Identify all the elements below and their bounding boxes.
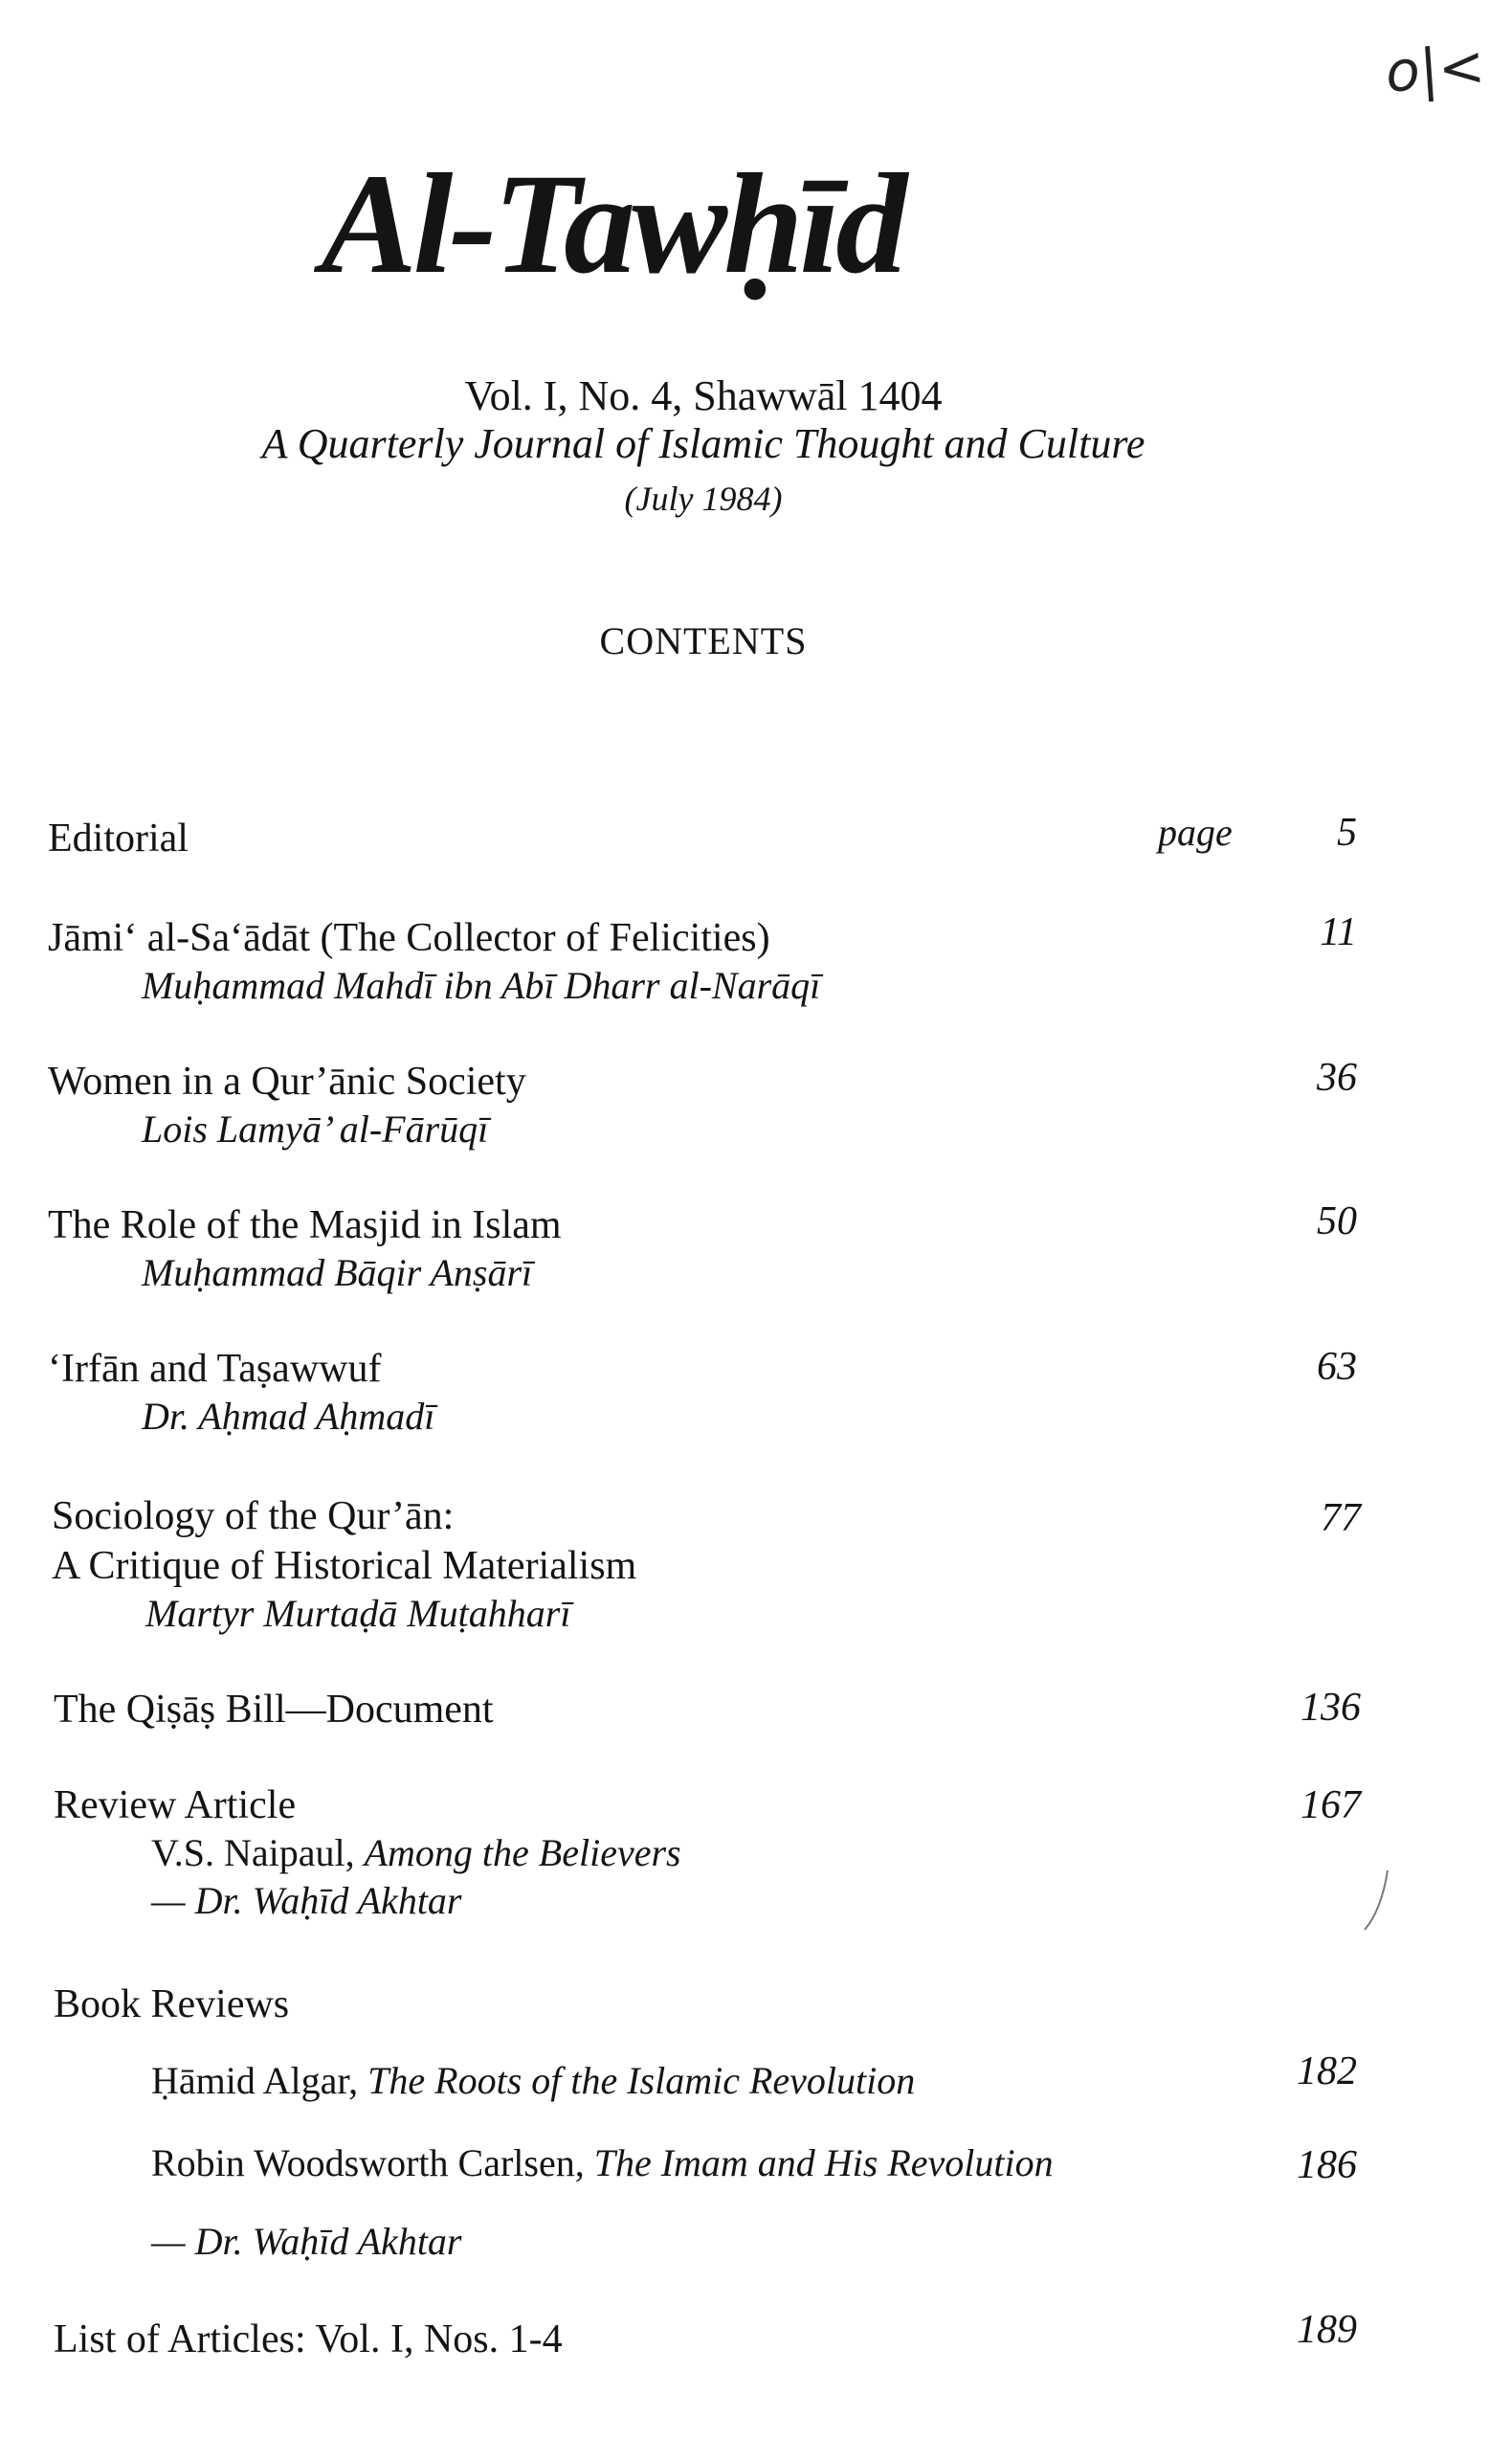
- toc-page-number: 36: [1317, 1056, 1357, 1100]
- reviewed-book: [151, 1830, 681, 1875]
- reviewer: — Dr. Waḥīd Akhtar: [151, 1879, 462, 1922]
- toc-title: Sociology of the Qur’ān:: [52, 1494, 455, 1538]
- journal-title: Al-Tawḥīd: [321, 145, 904, 303]
- toc-title-continued: A Critique of Historical Materialism: [52, 1544, 637, 1588]
- toc-author: Muḥammad Mahdī ibn Abī Dharr al-Narāqī: [142, 964, 821, 1007]
- book-title: The Imam and His Revolution: [593, 2141, 1054, 2184]
- reviewed-book: [151, 2058, 915, 2103]
- toc-page-number: 182: [1297, 2049, 1357, 2093]
- toc-page-number: 136: [1301, 1686, 1361, 1730]
- reviewed-book: [151, 2140, 1054, 2185]
- toc-page-number: 77: [1321, 1496, 1361, 1540]
- toc-author: Dr. Aḥmad Aḥmadī: [142, 1395, 435, 1438]
- handwritten-corner-note: o|<: [1383, 33, 1487, 105]
- page-label: page: [1158, 811, 1233, 854]
- contents-heading: CONTENTS: [599, 619, 808, 662]
- reviewer: — Dr. Waḥīd Akhtar: [151, 2220, 462, 2263]
- toc-title: The Role of the Masjid in Islam: [48, 1203, 562, 1247]
- toc-title: Jāmi‘ al-Sa‘ādāt (The Collector of Felicities): [48, 916, 770, 960]
- pencil-mark: [1359, 1867, 1397, 1934]
- toc-author: Muḥammad Bāqir Anṣārī: [142, 1251, 533, 1294]
- toc-title: Editorial: [48, 817, 189, 861]
- toc-page-number: 5: [1337, 811, 1357, 855]
- volume-line: Vol. I, No. 4, Shawwāl 1404: [464, 372, 943, 419]
- issue-date: (July 1984): [624, 480, 783, 518]
- toc-page-number: 167: [1301, 1783, 1361, 1827]
- book-author: Robin Woodsworth Carlsen,: [151, 2141, 585, 2184]
- toc-author: Martyr Murtaḍā Muṭahharī: [145, 1592, 571, 1635]
- toc-page-number: 186: [1297, 2143, 1357, 2187]
- toc-page-number: 189: [1297, 2308, 1357, 2352]
- toc-title: Book Reviews: [54, 1982, 290, 2026]
- book-title: The Roots of the Islamic Revolution: [367, 2059, 916, 2102]
- book-author: V.S. Naipaul,: [151, 1831, 355, 1874]
- toc-title: Women in a Qur’ānic Society: [48, 1060, 526, 1104]
- toc-title: List of Articles: Vol. I, Nos. 1-4: [54, 2317, 563, 2361]
- toc-page-number: 63: [1317, 1345, 1357, 1389]
- toc-title: Review Article: [54, 1783, 297, 1827]
- toc-author: Lois Lamyā’ al-Fārūqī: [142, 1108, 489, 1151]
- toc-title: ‘Irfān and Taṣawwuf: [48, 1347, 382, 1391]
- toc-title: The Qiṣāṣ Bill—Document: [54, 1688, 494, 1732]
- book-title: Among the Believers: [364, 1831, 681, 1874]
- toc-page-number: 11: [1320, 910, 1357, 954]
- book-author: Ḥāmid Algar,: [151, 2059, 359, 2102]
- journal-subtitle: A Quarterly Journal of Islamic Thought and Culture: [261, 420, 1145, 467]
- toc-page-number: 50: [1317, 1199, 1357, 1243]
